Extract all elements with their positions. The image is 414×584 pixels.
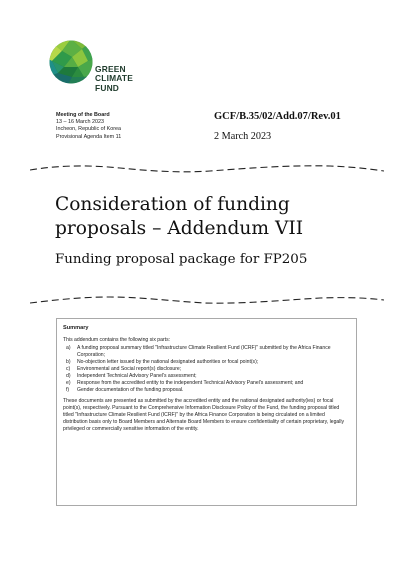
meeting-location: Incheon, Republic of Korea (56, 126, 122, 133)
summary-box (56, 318, 357, 506)
meeting-title: Meeting of the Board (56, 112, 110, 118)
list-marker: f) (66, 387, 70, 393)
summary-intro: This addendum contains the following six parts: (63, 337, 171, 343)
gcf-logo (48, 39, 158, 101)
list-item-text: No-objection letter issued by the national designated authorities or focal point(s); (77, 359, 259, 365)
globe-logo-icon (48, 39, 94, 85)
page-title: Consideration of funding proposals – Addendum VII (55, 194, 304, 239)
list-item-text: Independent Technical Advisory Panel's assessment; (77, 373, 197, 379)
list-item (63, 373, 350, 380)
list-marker: b) (66, 359, 71, 365)
logo-wordmark (95, 65, 133, 93)
meeting-info (56, 112, 121, 141)
list-item (63, 387, 350, 394)
summary-heading: Summary (63, 325, 89, 331)
document-info (214, 111, 341, 142)
list-item (63, 380, 350, 387)
top-wave-divider (30, 163, 384, 175)
meeting-agenda: Provisional Agenda Item 11 (56, 133, 122, 140)
list-item (63, 366, 350, 373)
list-item (63, 345, 350, 359)
logo-line-3: FUND (95, 82, 120, 93)
list-item-text: A funding proposal summary titled "Infrastructure Climate Resilient Fund (ICRF)" submitted by the Africa Finance Corporation; (77, 345, 331, 358)
summary-closing-paragraph: These documents are presented as submitted by the accredited entity and the national designated authority(ies) or focal point(s), respectively. Pursuant to the Comprehensive Information Disclosure Policy of the Fund, the funding proposal titled titled "Infrastructure Climate Resilient Fund (ICRF)" by the Africa Finance Corporation is being circulated on a limited distribution basis only to Board Members and Alternate Board Members to ensure confidentiality of certain proprietary, legally privileged or commercially sensitive information of the entity. (63, 398, 345, 432)
meeting-dates: 13 – 16 March 2023 (56, 119, 104, 126)
list-item (63, 359, 350, 366)
page-subtitle: Funding proposal package for FP205 (55, 252, 308, 267)
summary-parts-list (63, 345, 350, 394)
list-item-text: Gender documentation of the funding proposal. (77, 387, 184, 393)
list-marker: a) (66, 345, 71, 351)
list-item-text: Response from the accredited entity to the independent Technical Advisory Panel's assessment; and (77, 380, 304, 386)
logo-line-1: GREEN (95, 64, 126, 74)
document-date: 2 March 2023 (214, 131, 272, 142)
list-marker: e) (66, 380, 71, 386)
list-marker: d) (66, 373, 71, 379)
logo-line-2: CLIMATE (95, 73, 133, 84)
list-item-text: Environmental and Social report(s) disclosure; (77, 366, 182, 372)
bottom-wave-divider (30, 294, 384, 306)
list-marker: c) (66, 366, 71, 372)
document-symbol: GCF/B.35/02/Add.07/Rev.01 (214, 111, 341, 122)
